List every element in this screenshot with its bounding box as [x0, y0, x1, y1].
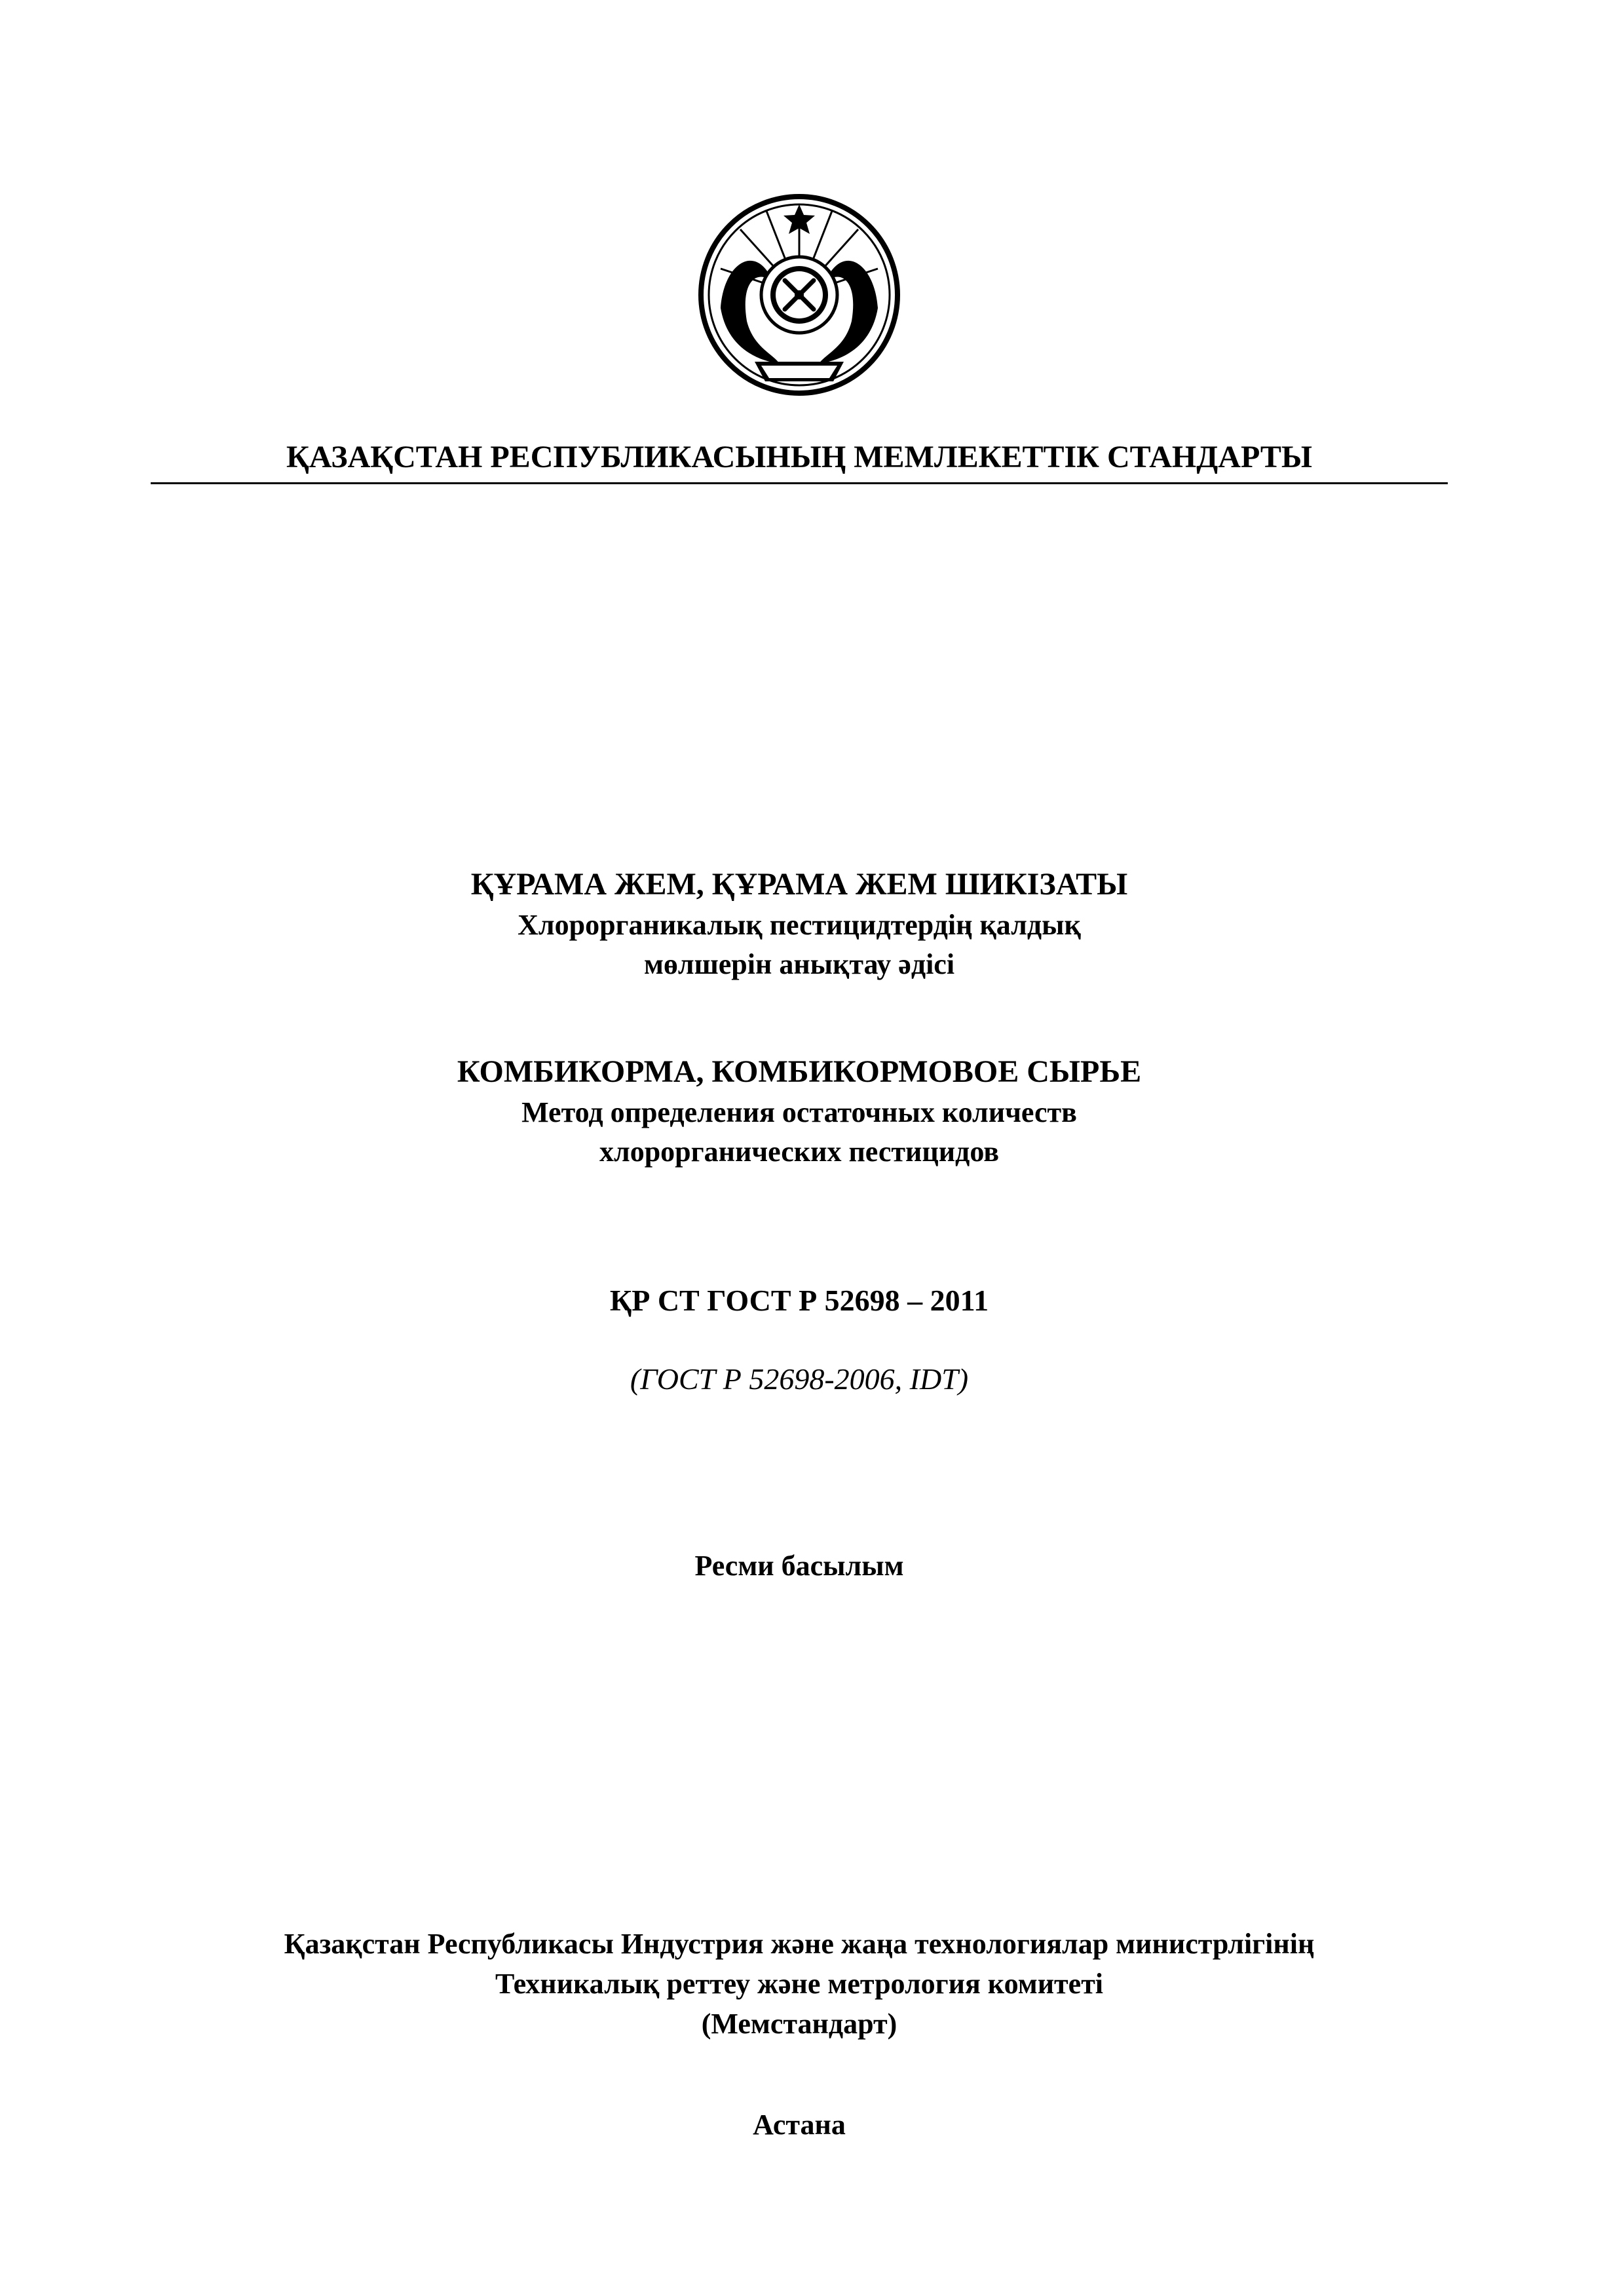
- reference-standard: (ГОСТ Р 52698-2006, IDT): [630, 1362, 969, 1396]
- standard-designation: ҚР СТ ГОСТ Р 52698 – 2011: [609, 1284, 989, 1317]
- publisher-line-2: Техникалық реттеу және метрология комитеті: [495, 1968, 1104, 2000]
- title-kazakh-subtitle-line-1: Хлорорганикалық пестицидтердің қалдық: [518, 909, 1081, 941]
- title-block-russian: [151, 1051, 1448, 1172]
- title-kazakh-main: ҚҰРАМА ЖЕМ, ҚҰРАМА ЖЕМ ШИКІЗАТЫ: [470, 867, 1128, 902]
- title-russian-subtitle-line-2: хлорорганических пестицидов: [599, 1136, 999, 1168]
- publisher-line-1: Қазақстан Республикасы Индустрия және жаңа технологиялар министрлігінің: [284, 1928, 1315, 1960]
- title-russian-subtitle-line-1: Метод определения остаточных количеств: [521, 1096, 1077, 1128]
- kazakhstan-state-emblem-icon: [694, 190, 904, 400]
- title-kazakh-subtitle-line-2: мөлшерін анықтау әдісі: [643, 948, 955, 980]
- publisher-block: [151, 1924, 1448, 2044]
- publisher-line-3: (Мемстандарт): [701, 2008, 897, 2040]
- title-block-kazakh: [151, 864, 1448, 984]
- title-russian-main: КОМБИКОРМА, КОМБИКОРМОВОЕ СЫРЬЕ: [457, 1054, 1142, 1089]
- edition-label: Ресми басылым: [694, 1550, 904, 1582]
- document-header-title: ҚАЗАҚСТАН РЕСПУБЛИКАСЫНЫҢ МЕМЛЕКЕТТІК СТАНДАРТЫ: [286, 440, 1313, 474]
- publication-city: Астана: [753, 2109, 846, 2141]
- header-divider: [151, 482, 1448, 484]
